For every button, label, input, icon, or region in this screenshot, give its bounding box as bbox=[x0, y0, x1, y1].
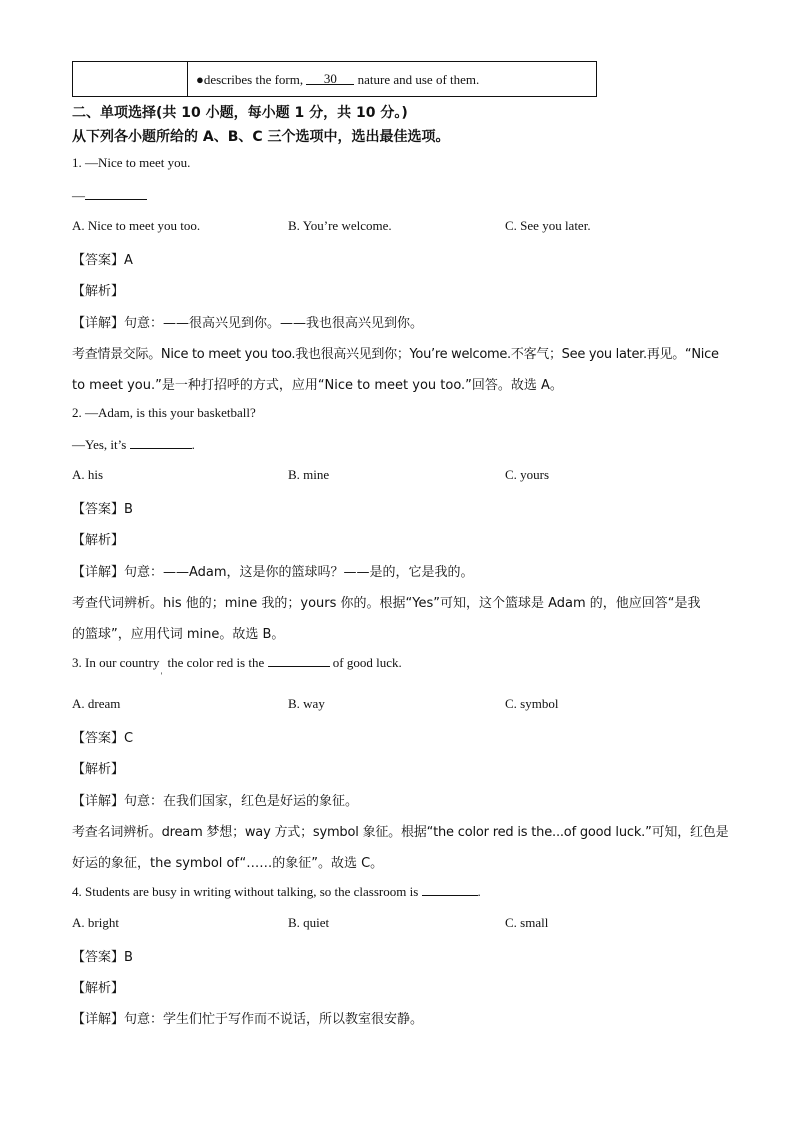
q2-option-b: B. mine bbox=[288, 467, 330, 482]
table-cell-left bbox=[72, 61, 188, 97]
q3-blank bbox=[268, 654, 330, 667]
q4-option-b: B. quiet bbox=[288, 915, 330, 930]
q1-explain-2: to meet you.”是一种打招呼的方式，应用“Nice to meet you too.”回答。故选 A。 bbox=[72, 378, 563, 393]
detail-text: 句意：——Adam，这是你的篮球吗？——是的，它是我的。 bbox=[124, 565, 474, 580]
q3-stem bbox=[72, 654, 402, 681]
detail-text: 句意：——很高兴见到你。——我也很高兴见到你。 bbox=[124, 316, 424, 331]
q1-option-a: A. Nice to meet you too. bbox=[72, 218, 201, 233]
answer-tag: 【答案】 bbox=[72, 253, 125, 268]
answer-value: B bbox=[124, 950, 133, 965]
answer-tag: 【答案】 bbox=[72, 731, 125, 746]
q2-analysis-tag: 【解析】 bbox=[72, 533, 125, 548]
q4-detail bbox=[72, 1008, 423, 1027]
detail-tag: 【详解】 bbox=[72, 316, 125, 331]
q4-option-a: A. bright bbox=[72, 915, 119, 930]
answer-tag: 【答案】 bbox=[72, 502, 125, 517]
blank-30: 30 bbox=[306, 72, 354, 85]
detail-tag: 【详解】 bbox=[72, 1012, 125, 1027]
q1-line2 bbox=[72, 187, 147, 204]
detail-tag: 【详解】 bbox=[72, 565, 125, 580]
q2-explain-2: 的篮球”，应用代词 mine。故选 B。 bbox=[72, 627, 285, 642]
q2-blank bbox=[130, 436, 192, 449]
section-instruction: 从下列各小题所给的 A、B、C 三个选项中，选出最佳选项。 bbox=[72, 129, 450, 145]
detail-text: 句意：在我们国家，红色是好运的象征。 bbox=[124, 794, 359, 809]
q1-option-b: B. You’re welcome. bbox=[288, 218, 392, 233]
q3-explain-1: 考查名词辨析。dream 梦想；way 方式；symbol 象征。根据“the color red is the...of good luck.”可知，红色是 bbox=[72, 825, 729, 840]
q1-stem: 1. —Nice to meet you. bbox=[72, 155, 191, 170]
q3-option-a: A. dream bbox=[72, 696, 121, 711]
q2-stem: 2. —Adam, is this your basketball? bbox=[72, 405, 256, 420]
answer-value: C bbox=[124, 731, 134, 746]
q3-stem-c: of good luck. bbox=[332, 655, 402, 670]
q3-option-b: B. way bbox=[288, 696, 325, 711]
q4-stem-end: . bbox=[477, 884, 481, 899]
q2-option-a: A. his bbox=[72, 467, 104, 482]
section-heading: 二、单项选择(共 10 小题，每小题 1 分，共 10 分。) bbox=[72, 105, 408, 121]
answer-value: A bbox=[124, 253, 133, 268]
q2-detail bbox=[72, 561, 474, 580]
answer-value: B bbox=[124, 502, 133, 517]
detail-text: 句意：学生们忙于写作而不说话，所以教室很安静。 bbox=[124, 1012, 424, 1027]
q2-line2-end: . bbox=[191, 437, 195, 452]
table-text-before: ●describes the form, bbox=[196, 72, 304, 87]
q1-explain-1: 考查情景交际。Nice to meet you too.我也很高兴见到你；You’re welcome.不客气；See you later.再见。“Nice bbox=[72, 347, 719, 362]
q4-stem-text: 4. Students are busy in writing without talking, so the classroom is bbox=[72, 884, 419, 899]
q3-detail bbox=[72, 790, 358, 809]
q2-line2-text: —Yes, it’s bbox=[72, 437, 127, 452]
q3-stem-b: the color red is the bbox=[167, 655, 265, 670]
table-text-after: nature and use of them. bbox=[357, 72, 480, 87]
q4-blank bbox=[422, 883, 478, 896]
table-cell-text bbox=[196, 72, 479, 88]
detail-tag: 【详解】 bbox=[72, 794, 125, 809]
answer-tag: 【答案】 bbox=[72, 950, 125, 965]
q4-option-c: C. small bbox=[505, 915, 549, 930]
q2-explain-1: 考查代词辨析。his 他的；mine 我的；yours 你的。根据“Yes”可知，这个篮球是 Adam 的，他应回答“是我 bbox=[72, 596, 701, 611]
q3-option-c: C. symbol bbox=[505, 696, 559, 711]
q2-line2 bbox=[72, 436, 195, 453]
q4-analysis-tag: 【解析】 bbox=[72, 981, 125, 996]
q1-dash: — bbox=[72, 188, 85, 203]
q2-option-c: C. yours bbox=[505, 467, 550, 482]
q1-detail bbox=[72, 312, 423, 331]
q1-option-c: C. See you later. bbox=[505, 218, 591, 233]
q1-analysis-tag: 【解析】 bbox=[72, 284, 125, 299]
comma-mark: ' bbox=[160, 671, 163, 681]
q3-stem-a: 3. In our country bbox=[72, 655, 160, 670]
q2-answer bbox=[72, 498, 133, 517]
q4-stem bbox=[72, 883, 481, 900]
q3-analysis-tag: 【解析】 bbox=[72, 762, 125, 777]
q1-blank bbox=[85, 187, 147, 200]
q4-answer bbox=[72, 946, 133, 965]
q1-answer bbox=[72, 249, 133, 268]
q3-explain-2: 好运的象征，the symbol of“……的象征”。故选 C。 bbox=[72, 856, 384, 871]
q3-answer bbox=[72, 727, 133, 746]
